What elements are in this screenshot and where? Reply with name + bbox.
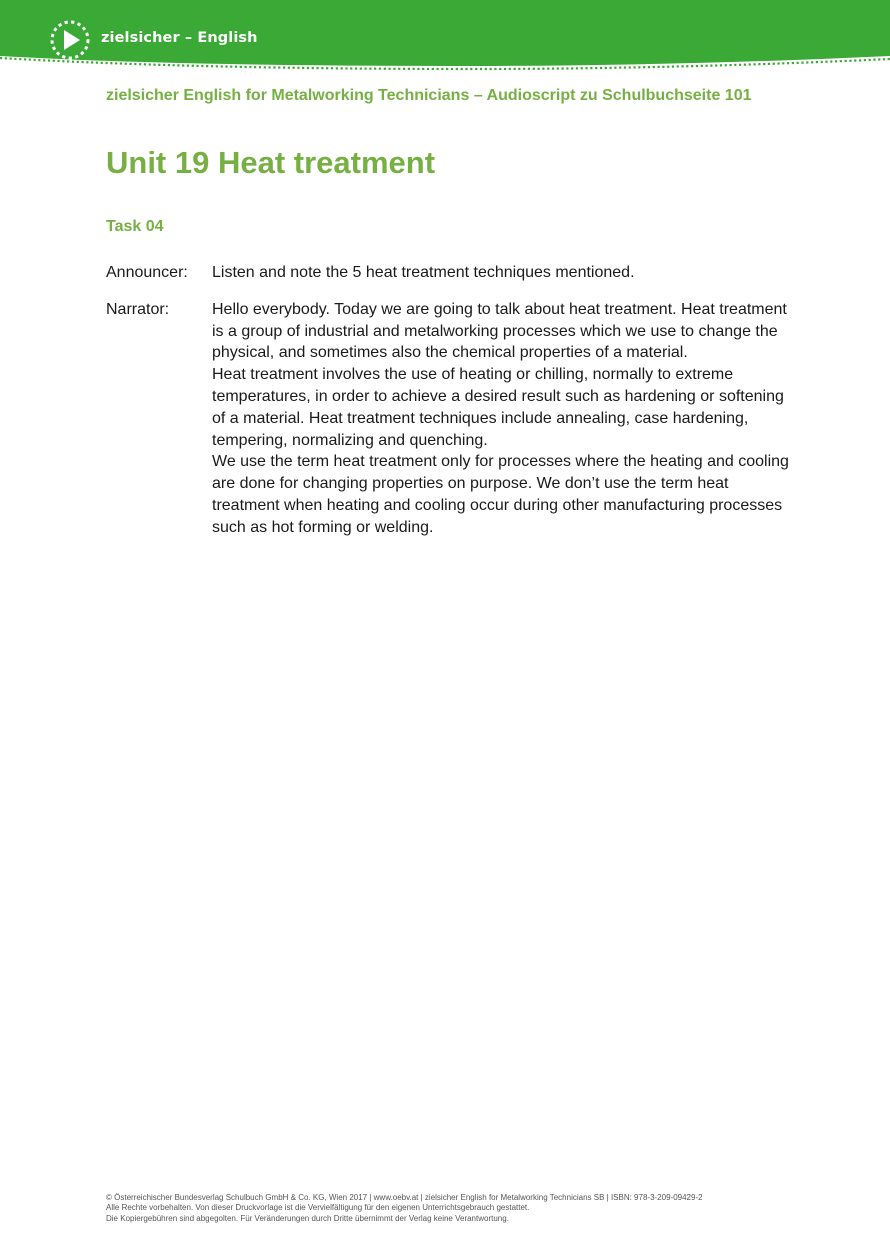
footer-line: Die Kopiergebühren sind abgegolten. Für Veränderungen durch Dritte übernimmt der Verlag keine Verantwortung. (106, 1213, 509, 1223)
unit-title: Unit 19 Heat treatment (106, 145, 436, 180)
script-entry-announcer (106, 262, 796, 284)
running-title: zielsicher English for Metalworking Technicians – Audioscript zu Schulbuchseite 101 (106, 87, 752, 104)
footer-line: © Österreichischer Bundesverlag Schulbuch GmbH & Co. KG, Wien 2017 | www.oebv.at | zielsicher English for Metalworking Technicians SB | ISBN: 978-3-209-09429-2 (106, 1193, 703, 1202)
speech-paragraph: Hello everybody. Today we are going to talk about heat treatment. Heat treatment is a group of industrial and metalworking processes which we use to change the physical, and sometimes also the chemical properties of a material. (212, 300, 787, 362)
speech-paragraph: Heat treatment involves the use of heating or chilling, normally to extreme temperatures, in order to achieve a desired result such as hardening or softening of a material. Heat treatment techniques include annealing, case hardening, tempering, normalizing and quenching. (212, 366, 784, 449)
brand-name: zielsicher – English (101, 30, 258, 46)
script-entry-narrator (106, 299, 796, 539)
task-label: Task 04 (106, 218, 164, 235)
speech-paragraph: Listen and note the 5 heat treatment techniques mentioned. (212, 264, 635, 281)
speech-text (212, 299, 796, 539)
header-banner (0, 0, 890, 76)
speech-paragraph: We use the term heat treatment only for processes where the heating and cooling are done for changing properties on purpose. We don’t use the term heat treatment when heating and cooling occur during other manufacturing processes such as hot forming or welding. (212, 453, 789, 536)
copyright-footer (106, 1193, 703, 1224)
speaker-label: Narrator: (106, 300, 170, 318)
speaker-label: Announcer: (106, 264, 188, 281)
footer-line: Alle Rechte vorbehalten. Von dieser Druckvorlage ist die Vervielfältigung für den eigenen Unterrichtsgebrauch gestattet. (106, 1203, 530, 1213)
speech-text (212, 262, 796, 284)
audioscript (106, 262, 796, 554)
